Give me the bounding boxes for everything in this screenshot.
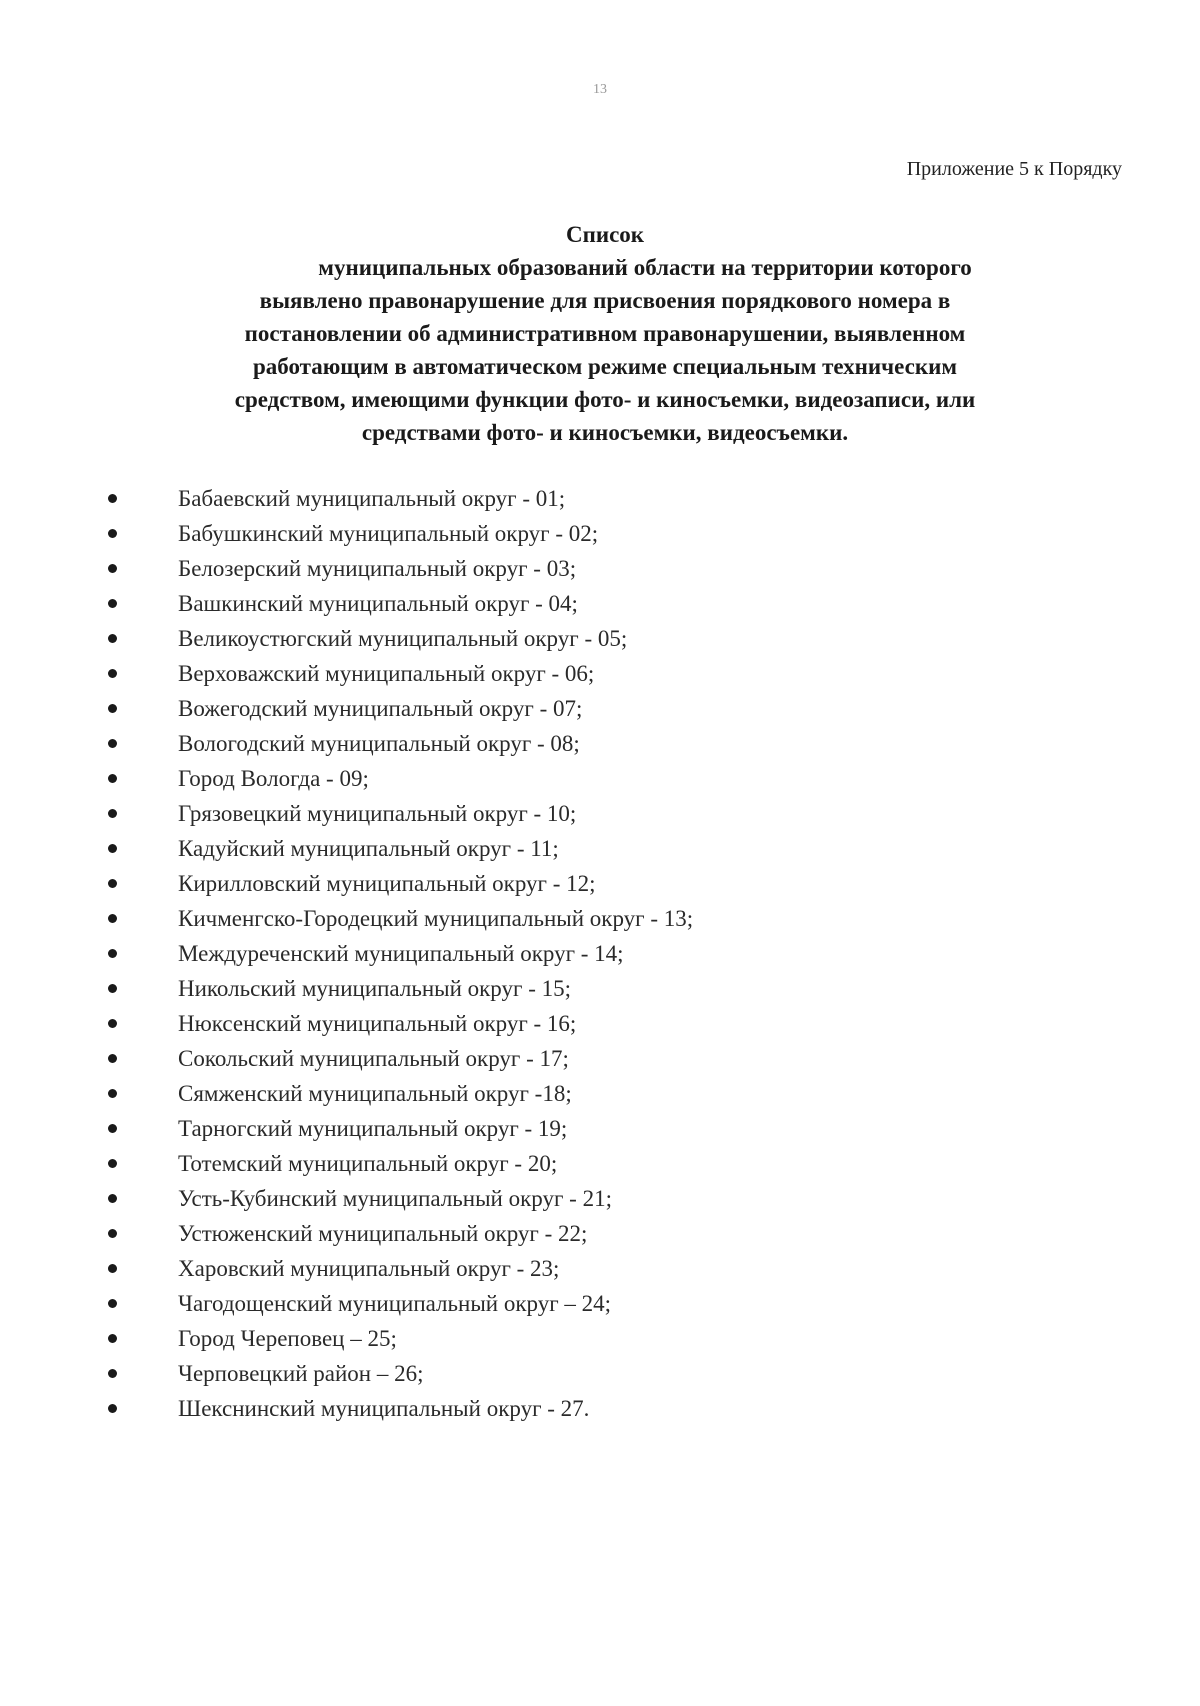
- title-line: муниципальных образований области на территории которого: [318, 255, 972, 280]
- list-item-text: Кичменгско-Городецкий муниципальный округ - 13;: [178, 906, 694, 931]
- bullet-icon: [108, 949, 117, 958]
- list-item-text: Вологодский муниципальный округ - 08;: [178, 731, 580, 756]
- title-line: работающим в автоматическом режиме специальным техническим: [252, 354, 958, 379]
- title-line: постановлении об административном правонарушении, выявленном: [244, 321, 966, 346]
- bullet-icon: [108, 1264, 117, 1273]
- list-item: [108, 691, 693, 726]
- list-item-text: Белозерский муниципальный округ - 03;: [178, 556, 577, 581]
- list-item: [108, 796, 693, 831]
- bullet-icon: [108, 774, 117, 783]
- title-line: средствами фото- и киносъемки, видеосъемки.: [361, 420, 849, 445]
- bullet-icon: [108, 599, 117, 608]
- list-item-text: Шекснинский муниципальный округ - 27.: [178, 1396, 590, 1421]
- list-item-text: Никольский муниципальный округ - 15;: [178, 976, 571, 1001]
- bullet-icon: [108, 1194, 117, 1203]
- bullet-icon: [108, 669, 117, 678]
- bullet-icon: [108, 1124, 117, 1133]
- bullet-icon: [108, 914, 117, 923]
- bullet-icon: [108, 1404, 117, 1413]
- list-item-text: Кадуйский муниципальный округ - 11;: [178, 836, 559, 861]
- list-item-text: Город Вологда - 09;: [178, 766, 369, 791]
- bullet-icon: [108, 984, 117, 993]
- list-item-text: Тотемский муниципальный округ - 20;: [178, 1151, 558, 1176]
- bullet-icon: [108, 1019, 117, 1028]
- list-item: [108, 901, 693, 936]
- list-item-text: Город Череповец – 25;: [178, 1326, 397, 1351]
- list-item-text: Междуреченский муниципальный округ - 14;: [178, 941, 624, 966]
- list-item: [108, 1251, 693, 1286]
- list-item-text: Кирилловский муниципальный округ - 12;: [178, 871, 596, 896]
- list-item-text: Сокольский муниципальный округ - 17;: [178, 1046, 569, 1071]
- list-item: [108, 1146, 693, 1181]
- list-item: [108, 1076, 693, 1111]
- list-item-text: Нюксенский муниципальный округ - 16;: [178, 1011, 577, 1036]
- list-item: [108, 1216, 693, 1251]
- bullet-icon: [108, 1369, 117, 1378]
- bullet-icon: [108, 879, 117, 888]
- bullet-icon: [108, 494, 117, 503]
- list-item-text: Великоустюгский муниципальный округ - 05;: [178, 626, 628, 651]
- list-item-text: Вожегодский муниципальный округ - 07;: [178, 696, 583, 721]
- bullet-icon: [108, 529, 117, 538]
- list-item: [108, 831, 693, 866]
- list-item: [108, 936, 693, 971]
- list-item: [108, 866, 693, 901]
- list-item-text: Грязовецкий муниципальный округ - 10;: [178, 801, 577, 826]
- list-item-text: Харовский муниципальный округ - 23;: [178, 1256, 560, 1281]
- list-item-text: Черповецкий район – 26;: [178, 1361, 424, 1386]
- list-item-text: Сямженский муниципальный округ -18;: [178, 1081, 572, 1106]
- list-item-text: Устюженский муниципальный округ - 22;: [178, 1221, 588, 1246]
- bullet-icon: [108, 1334, 117, 1343]
- list-item: [108, 621, 693, 656]
- bullet-icon: [108, 1054, 117, 1063]
- page-number: 13: [593, 82, 607, 97]
- list-item: [108, 761, 693, 796]
- list-item-text: Усть-Кубинский муниципальный округ - 21;: [178, 1186, 612, 1211]
- list-item-text: Бабаевский муниципальный округ - 01;: [178, 486, 566, 511]
- municipality-list: [108, 481, 693, 1426]
- list-item: [108, 1391, 693, 1426]
- title-line: выявлено правонарушение для присвоения порядкового номера в: [259, 288, 951, 313]
- list-item: [108, 516, 693, 551]
- list-item: [108, 551, 693, 586]
- list-item: [108, 481, 693, 516]
- list-item: [108, 1286, 693, 1321]
- bullet-icon: [108, 1299, 117, 1308]
- list-item: [108, 656, 693, 691]
- list-item: [108, 726, 693, 761]
- bullet-icon: [108, 704, 117, 713]
- list-item: [108, 1181, 693, 1216]
- list-item-text: Чагодощенский муниципальный округ – 24;: [178, 1291, 612, 1316]
- list-item: [108, 1041, 693, 1076]
- bullet-icon: [108, 564, 117, 573]
- title-line: средством, имеющими функции фото- и киносъемки, видеозаписи, или: [234, 387, 976, 412]
- appendix-reference: Приложение 5 к Порядку: [906, 158, 1122, 180]
- bullet-icon: [108, 1159, 117, 1168]
- list-item-text: Тарногский муниципальный округ - 19;: [178, 1116, 568, 1141]
- list-item: [108, 1006, 693, 1041]
- list-item: [108, 971, 693, 1006]
- bullet-icon: [108, 1229, 117, 1238]
- list-item: [108, 1111, 693, 1146]
- list-item: [108, 1356, 693, 1391]
- list-item: [108, 1321, 693, 1356]
- title-heading: Список: [565, 222, 645, 247]
- bullet-icon: [108, 1089, 117, 1098]
- document-title: [130, 218, 1080, 449]
- bullet-icon: [108, 809, 117, 818]
- list-item-text: Бабушкинский муниципальный округ - 02;: [178, 521, 599, 546]
- list-item: [108, 586, 693, 621]
- list-item-text: Верховажский муниципальный округ - 06;: [178, 661, 595, 686]
- bullet-icon: [108, 634, 117, 643]
- list-item-text: Вашкинский муниципальный округ - 04;: [178, 591, 578, 616]
- bullet-icon: [108, 844, 117, 853]
- bullet-icon: [108, 739, 117, 748]
